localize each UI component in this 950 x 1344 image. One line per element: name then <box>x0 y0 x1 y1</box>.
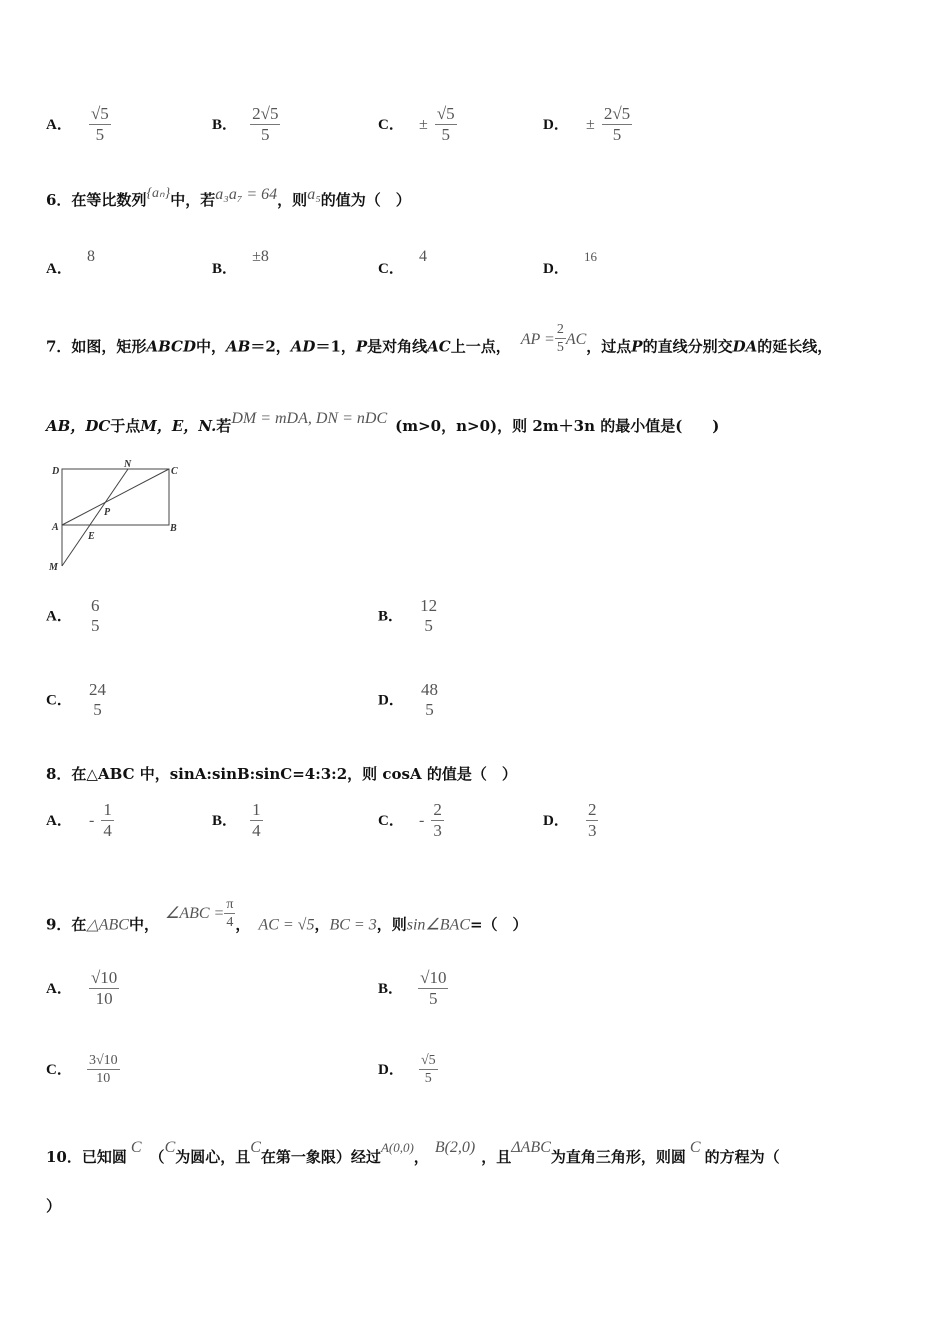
q5-option-a <box>46 104 111 145</box>
q8-option-b <box>212 800 263 841</box>
q7-text: 是对角线 <box>367 337 428 356</box>
fraction-denominator: 5 <box>93 700 102 719</box>
fraction-denominator: 10 <box>95 989 113 1008</box>
q7-text: 于点 <box>110 417 141 435</box>
q7-ap-rhs: AC <box>565 330 587 348</box>
q7-abcd: ABCD <box>146 337 196 356</box>
q7-text: (m>0，n>0)，则 2m＋3n 的最小值是( ) <box>395 417 720 435</box>
fraction-numerator: 1 <box>103 800 112 819</box>
option-fraction <box>89 968 119 1009</box>
option-label: D． <box>543 117 569 133</box>
q7-ap-lhs: AP = <box>520 330 555 348</box>
q10-text: ，且 <box>481 1148 512 1166</box>
q8-option-a <box>46 800 114 841</box>
q10-stem-line1 <box>46 1139 780 1167</box>
fraction-denominator: 4 <box>252 821 261 840</box>
option-fraction <box>89 596 102 636</box>
q10-text: ， <box>413 1148 429 1166</box>
q8-option-d <box>543 800 598 841</box>
option-label: B． <box>212 261 238 277</box>
fraction-denominator: 5 <box>424 1071 432 1086</box>
minus-sign: - <box>88 811 95 829</box>
q7-stem-line1 <box>46 322 833 365</box>
option-fraction <box>250 800 263 841</box>
option-label: D． <box>543 261 569 277</box>
fraction-numerator: √10 <box>420 968 447 987</box>
q6-suffix: 的值为（ ） <box>320 191 411 209</box>
q9-text: =（ ） <box>469 915 528 934</box>
q7-da: DA <box>732 337 758 356</box>
q10-text: 的方程为（ <box>704 1148 780 1166</box>
q9-text: ， <box>314 915 330 934</box>
option-fraction <box>419 680 440 720</box>
option-fraction <box>418 596 439 636</box>
q9-text: 9．在 <box>46 915 87 934</box>
option-label: A． <box>46 981 72 997</box>
option-label: D． <box>378 692 404 709</box>
q9-option-a <box>46 968 119 1009</box>
q9-ac: AC = √5 <box>258 916 315 934</box>
plus-minus-sign: ± <box>585 115 595 133</box>
option-label: B． <box>212 117 238 133</box>
label-p: P <box>104 507 111 518</box>
q9-bc: BC = 3 <box>329 916 377 934</box>
q7-stem-line2 <box>46 410 720 436</box>
q7-p: P <box>631 337 643 356</box>
fraction-denominator: 5 <box>425 700 434 719</box>
q7-text: ＝2， <box>250 337 291 356</box>
q6-condition: a₃a₇ = 64 <box>215 186 278 203</box>
q8-option-c <box>378 800 444 841</box>
fraction-denominator: 5 <box>95 125 105 144</box>
q9-target: sin∠BAC <box>406 916 470 934</box>
fraction-denominator: 3 <box>587 821 597 840</box>
fraction-numerator: √5 <box>90 104 109 123</box>
fraction-denominator: 5 <box>612 125 622 144</box>
q6-stem <box>46 186 411 211</box>
option-label: D． <box>543 813 569 829</box>
option-value: 4 <box>418 248 427 265</box>
option-label: B． <box>212 813 238 829</box>
minus-sign: - <box>418 811 425 829</box>
fraction-denominator: 3 <box>433 821 442 840</box>
q10-point-b: B(2,0) <box>434 1139 476 1156</box>
q7-option-d <box>378 680 440 720</box>
q9-text: ， <box>235 915 251 934</box>
option-label: C． <box>46 692 72 709</box>
q5-option-d <box>543 104 632 145</box>
plus-minus-sign: ± <box>418 115 428 133</box>
q6-sequence: {aₙ} <box>146 186 171 201</box>
fraction-numerator: √10 <box>90 968 118 987</box>
q7-ac: AC <box>427 337 451 356</box>
q7-rectangle-figure <box>44 458 184 573</box>
q6-option-a <box>46 245 95 277</box>
q5-option-c <box>378 104 457 145</box>
q7-option-b <box>378 596 439 636</box>
option-value: ±8 <box>252 248 269 265</box>
fraction-numerator: 6 <box>90 596 100 615</box>
q7-ab: AB <box>226 337 251 356</box>
q5-option-b <box>212 104 280 145</box>
fraction-numerator: 12 <box>420 596 438 615</box>
option-fraction <box>101 800 114 841</box>
q10-circle-c: C <box>164 1139 176 1156</box>
option-label: A． <box>46 608 72 625</box>
q9-triangle: △ABC <box>86 916 129 934</box>
option-value: 16 <box>583 249 597 264</box>
label-c: C <box>171 466 178 477</box>
label-d: D <box>52 466 60 477</box>
option-label: A． <box>46 813 72 829</box>
fraction-numerator: 3√10 <box>88 1053 118 1068</box>
fraction-numerator: 2 <box>433 800 442 819</box>
option-label: B． <box>378 608 404 625</box>
label-n: N <box>124 459 132 470</box>
q6-option-b <box>212 245 269 277</box>
line-mn <box>62 469 128 566</box>
fraction-denominator: 5 <box>261 125 270 144</box>
diagonal-ac <box>62 469 169 525</box>
q10-text: 在第一象限）经过 <box>260 1148 381 1166</box>
option-fraction <box>250 104 280 145</box>
q6-prefix: 6．在等比数列 <box>46 191 147 209</box>
q7-text: 若 <box>216 417 232 435</box>
q7-option-c <box>46 680 108 720</box>
q9-angle-fraction <box>224 896 235 931</box>
q10-text: 为直角三角形，则圆 <box>550 1148 686 1166</box>
label-a: A <box>52 522 59 533</box>
option-label: C． <box>378 813 404 829</box>
option-fraction <box>87 680 108 720</box>
option-fraction <box>87 1052 120 1087</box>
q7-ap-fraction <box>555 321 566 356</box>
option-label: A． <box>46 261 72 277</box>
fraction-denominator: 5 <box>441 125 450 144</box>
q7-text: 7．如图，矩形 <box>46 337 147 356</box>
q10-circle-c: C <box>130 1139 142 1156</box>
q7-option-a <box>46 596 101 636</box>
option-fraction <box>435 104 457 145</box>
q9-angle: ∠ABC = <box>164 904 225 922</box>
option-label: A． <box>46 117 72 133</box>
option-fraction <box>89 104 111 145</box>
option-fraction <box>418 968 448 1009</box>
q7-text: ＝1， <box>315 337 356 356</box>
q6-mid2: ，则 <box>277 191 308 209</box>
q7-text: 的延长线， <box>757 337 833 356</box>
q10-point-a: A(0,0) <box>380 1140 414 1155</box>
q7-ad: AD <box>290 337 316 356</box>
option-label: C． <box>378 117 404 133</box>
q10-text: （ <box>149 1148 165 1166</box>
label-m: M <box>49 562 58 573</box>
q10-text: 10．已知圆 <box>46 1148 127 1166</box>
q6-mid1: 中，若 <box>170 191 216 209</box>
q10-circle-c: C <box>250 1139 261 1156</box>
option-fraction <box>419 1052 438 1087</box>
fraction-numerator: π <box>226 897 234 912</box>
q9-text: 中， <box>128 915 159 934</box>
q9-option-d <box>378 1052 438 1087</box>
option-label: B． <box>378 981 404 997</box>
q10-text: 为圆心，且 <box>175 1148 251 1166</box>
option-fraction <box>602 104 632 145</box>
q9-text: ，则 <box>376 915 407 934</box>
q7-text: 中， <box>196 337 227 356</box>
option-fraction <box>431 800 444 841</box>
fraction-denominator: 5 <box>90 616 100 635</box>
option-label: C． <box>46 1062 72 1078</box>
fraction-numerator: 2 <box>556 322 564 337</box>
fraction-denominator: 10 <box>96 1071 111 1086</box>
fraction-numerator: 2 <box>587 800 597 819</box>
q10-circle-c: C <box>689 1139 701 1156</box>
fraction-numerator: 2√5 <box>603 104 631 123</box>
q7-lines: AB，DC <box>46 417 111 435</box>
q6-target: a₅ <box>307 186 321 203</box>
q10-triangle: ΔABC <box>511 1139 551 1156</box>
q10-stem-line2: ） <box>46 1197 62 1215</box>
fraction-denominator: 5 <box>424 616 433 635</box>
fraction-numerator: 2√5 <box>252 104 279 123</box>
q7-text: 上一点， <box>450 337 511 356</box>
fraction-denominator: 5 <box>556 340 564 355</box>
fraction-numerator: 48 <box>420 680 438 699</box>
fraction-numerator: √5 <box>420 1053 436 1068</box>
q7-points: M，E，N. <box>140 417 217 435</box>
q9-stem <box>46 897 528 943</box>
fraction-denominator: 4 <box>226 915 234 930</box>
fraction-numerator: 24 <box>88 680 106 699</box>
option-fraction <box>586 800 599 841</box>
label-e: E <box>88 531 95 542</box>
fraction-denominator: 5 <box>429 989 438 1008</box>
option-label: C． <box>378 261 404 277</box>
fraction-numerator: √5 <box>436 104 455 123</box>
option-value: 8 <box>86 248 95 265</box>
q7-text: ，过点 <box>586 337 632 356</box>
option-label: D． <box>378 1062 404 1078</box>
q6-option-d <box>543 245 597 277</box>
fraction-denominator: 4 <box>103 821 112 840</box>
q8-stem: 8．在△ABC 中，sinA:sinB:sinC=4:3:2，则 cosA 的值是（ ） <box>46 765 517 783</box>
fraction-numerator: 1 <box>252 800 261 819</box>
q6-option-c <box>378 245 427 277</box>
label-b: B <box>170 523 177 534</box>
q7-p: P <box>355 337 368 356</box>
q7-text: 的直线分别交 <box>642 337 733 356</box>
q9-option-c <box>46 1052 120 1087</box>
q7-condition: DM = mDA, DN = nDC <box>231 410 388 427</box>
q9-option-b <box>378 968 448 1009</box>
